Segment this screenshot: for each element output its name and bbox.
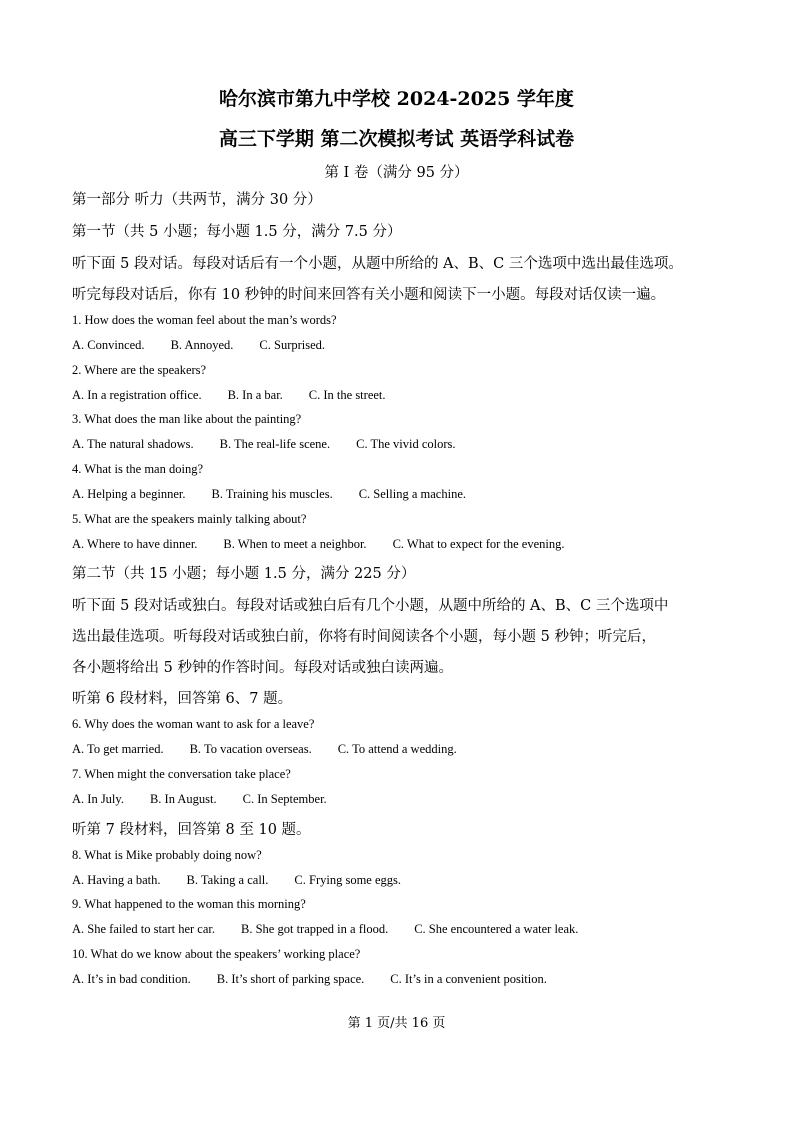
material-7-instruction: 听第 7 段材料，回答第 8 至 10 题。: [72, 822, 311, 838]
section2-intro-line2: 选出最佳选项。听每段对话或独白前，你将有时间阅读各个小题，每小题 5 秒钟；听完后，: [72, 629, 656, 645]
question-9: 9. What happened to the woman this morning?: [72, 897, 306, 911]
option-a[interactable]: A. It’s in bad condition.: [72, 972, 191, 986]
option-b[interactable]: B. It’s short of parking space.: [216, 972, 365, 986]
option-b[interactable]: B. She got trapped in a flood.: [241, 922, 389, 936]
option-b[interactable]: B. Taking a call.: [186, 873, 269, 887]
option-c[interactable]: C. To attend a wedding.: [337, 742, 457, 756]
question-6-options: [72, 742, 483, 757]
option-b[interactable]: B. Annoyed.: [170, 338, 234, 352]
question-2: 2. Where are the speakers?: [72, 363, 207, 377]
option-a[interactable]: A. To get married.: [72, 742, 164, 756]
option-c[interactable]: C. Frying some eggs.: [294, 873, 402, 887]
option-b[interactable]: B. Training his muscles.: [211, 487, 333, 501]
section2-heading: 第二节（共 15 小题；每小题 1.5 分，满分 225 分）: [72, 566, 416, 582]
option-c[interactable]: C. In September.: [242, 792, 327, 806]
exam-title-line1: 哈尔滨市第九中学校 2024-2025 学年度: [219, 88, 574, 110]
option-a[interactable]: A. In a registration office.: [72, 388, 202, 402]
question-1: 1. How does the woman feel about the man’s words?: [72, 313, 337, 327]
option-b[interactable]: B. The real-life scene.: [219, 437, 331, 451]
option-c[interactable]: C. Surprised.: [259, 338, 326, 352]
option-b[interactable]: B. In a bar.: [227, 388, 283, 402]
question-10-options: [72, 972, 573, 987]
question-3: 3. What does the man like about the painting?: [72, 412, 302, 426]
option-b[interactable]: B. To vacation overseas.: [189, 742, 312, 756]
question-2-options: [72, 388, 412, 403]
option-c[interactable]: C. The vivid colors.: [356, 437, 456, 451]
question-8: 8. What is Mike probably doing now?: [72, 848, 262, 862]
section1-intro-line1: 听下面 5 段对话。每段对话后有一个小题，从题中所给的 A、B、C 三个选项中选出最佳选项。: [72, 256, 683, 272]
option-c[interactable]: C. It’s in a convenient position.: [390, 972, 547, 986]
section1-intro-line2: 听完每段对话后，你有 10 秒钟的时间来回答有关小题和阅读下一小题。每段对话仅读一遍。: [72, 287, 666, 303]
question-1-options: [72, 338, 351, 353]
question-4-options: [72, 487, 492, 502]
option-a[interactable]: A. Convinced.: [72, 338, 145, 352]
material-6-instruction: 听第 6 段材料，回答第 6、7 题。: [72, 691, 293, 707]
section2-intro-line1: 听下面 5 段对话或独白。每段对话或独白后有几个小题，从题中所给的 A、B、C 三个选项中: [72, 598, 669, 614]
option-a[interactable]: A. Helping a beginner.: [72, 487, 186, 501]
question-5: 5. What are the speakers mainly talking about?: [72, 512, 307, 526]
option-a[interactable]: A. Where to have dinner.: [72, 537, 198, 551]
paper-subtitle: 第 I 卷（满分 95 分）: [324, 165, 469, 181]
option-b[interactable]: B. When to meet a neighbor.: [223, 537, 367, 551]
exam-title-line2: 高三下学期 第二次模拟考试 英语学科试卷: [218, 128, 575, 150]
option-a[interactable]: A. The natural shadows.: [72, 437, 194, 451]
option-a[interactable]: A. She failed to start her car.: [72, 922, 216, 936]
question-3-options: [72, 437, 482, 452]
question-7-options: [72, 792, 353, 807]
question-8-options: [72, 873, 427, 888]
option-a[interactable]: A. In July.: [72, 792, 124, 806]
question-9-options: [72, 922, 604, 937]
section2-intro-line3: 各小题将给出 5 秒钟的作答时间。每段对话或独白读两遍。: [72, 660, 453, 676]
option-c[interactable]: C. In the street.: [308, 388, 386, 402]
part1-heading: 第一部分 听力（共两节，满分 30 分）: [72, 192, 322, 208]
question-10: 10. What do we know about the speakers’ working place?: [72, 947, 361, 961]
question-4: 4. What is the man doing?: [72, 462, 203, 476]
question-6: 6. Why does the woman want to ask for a leave?: [72, 717, 315, 731]
option-c[interactable]: C. Selling a machine.: [358, 487, 466, 501]
section1-heading: 第一节（共 5 小题；每小题 1.5 分，满分 7.5 分）: [72, 224, 402, 240]
option-c[interactable]: C. What to expect for the evening.: [392, 537, 565, 551]
page-number: 第 1 页/共 16 页: [347, 1016, 446, 1031]
option-b[interactable]: B. In August.: [149, 792, 217, 806]
question-7: 7. When might the conversation take place?: [72, 767, 291, 781]
option-c[interactable]: C. She encountered a water leak.: [414, 922, 579, 936]
question-5-options: [72, 537, 591, 552]
option-a[interactable]: A. Having a bath.: [72, 873, 161, 887]
